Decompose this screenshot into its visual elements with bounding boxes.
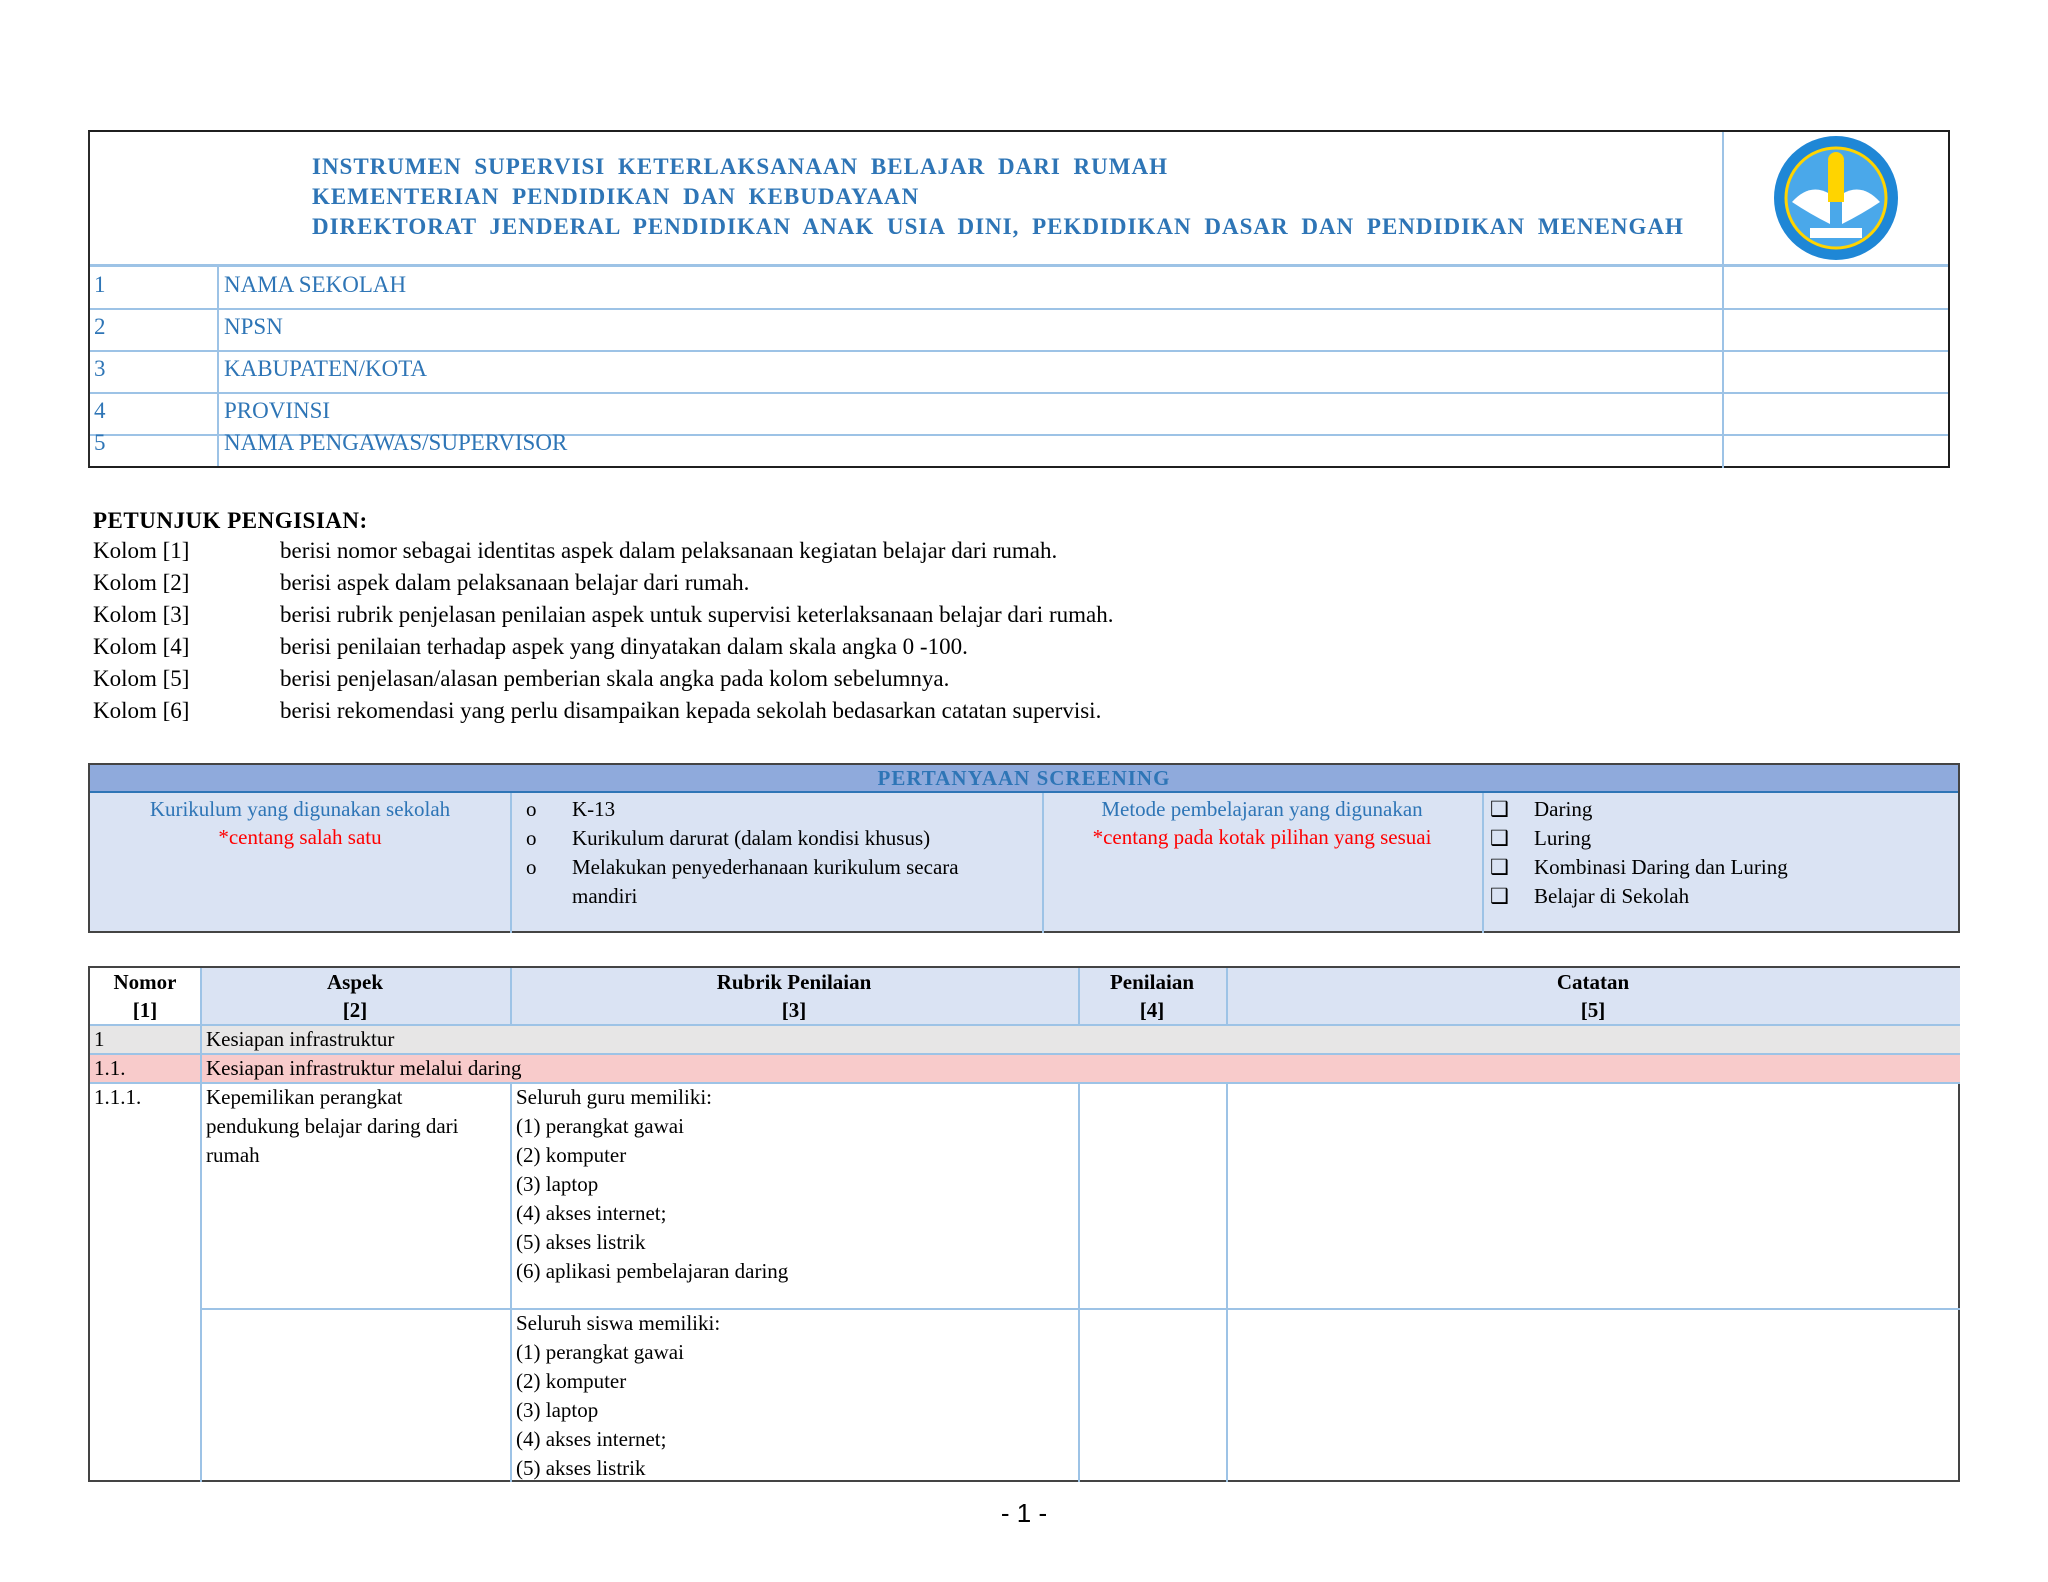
metode-option-daring: Daring (1534, 797, 1593, 821)
metode-option-sekolah: Belajar di Sekolah (1534, 884, 1690, 908)
checkbox-icon[interactable]: ❑ (1490, 826, 1509, 850)
kurikulum-option-k13: K-13 (572, 797, 616, 821)
item-number: 1.1.1. (94, 1085, 142, 1109)
metode-note: *centang pada kotak pilihan yang sesuai (1092, 825, 1432, 849)
item-aspek: Kepemilikan perangkat pendukung belajar daring dari rumah (206, 1085, 459, 1167)
kurikulum-option-darurat: Kurikulum darurat (dalam kondisi khusus) (572, 826, 931, 850)
identity-row-number: 4 (94, 398, 106, 423)
screening-table (88, 763, 1960, 933)
rubrik-guru: Seluruh guru memiliki: (1) perangkat gawai (2) komputer (3) laptop (4) akses internet; (5) akses listrik (6) aplikasi pembelajaran daring (516, 1085, 789, 1283)
instruction-text: berisi nomor sebagai identitas aspek dalam pelaksanaan kegiatan belajar dari rumah. (280, 538, 1058, 563)
instruction-text: berisi rubrik penjelasan penilaian aspek untuk supervisi keterlaksanaan belajar dari rumah. (280, 602, 1114, 627)
kurikulum-option-mandiri: Melakukan penyederhanaan kurikulum secara (572, 855, 959, 879)
identity-row (90, 308, 1948, 352)
col-header-catatan: Catatan [5] (1556, 970, 1630, 1022)
section-title: Kesiapan infrastruktur (206, 1027, 395, 1051)
metode-option-luring: Luring (1534, 826, 1592, 850)
radio-icon[interactable]: o (526, 826, 537, 850)
checkbox-icon[interactable]: ❑ (1490, 884, 1509, 908)
checkbox-icon[interactable]: ❑ (1490, 797, 1509, 821)
header-title-line-1: INSTRUMEN SUPERVISI KETERLAKSANAAN BELAJAR DARI RUMAH (312, 154, 1168, 179)
identity-row-label: NPSN (224, 314, 283, 339)
identity-row-number: 2 (94, 314, 106, 339)
instruction-text: berisi penilaian terhadap aspek yang dinyatakan dalam skala angka 0 -100. (280, 634, 968, 659)
identity-row-label: KABUPATEN/KOTA (224, 356, 428, 381)
radio-icon[interactable]: o (526, 855, 537, 879)
identity-row (90, 266, 1948, 310)
screening-title: PERTANYAAN SCREENING (90, 765, 1958, 793)
penilaian-input-guru[interactable] (1080, 1084, 1224, 1308)
identity-row (90, 424, 1948, 466)
rubrik-siswa: Seluruh siswa memiliki: (1) perangkat gawai (2) komputer (3) laptop (4) akses internet; (5) akses listrik (516, 1311, 721, 1480)
catatan-input-siswa[interactable] (1228, 1310, 1958, 1480)
instruction-key: Kolom [1] (93, 538, 190, 563)
assessment-table (88, 966, 1960, 1482)
section-number: 1 (94, 1027, 105, 1051)
col-header-nomor: Nomor [1] (113, 970, 177, 1022)
identity-row-label: NAMA SEKOLAH (224, 272, 407, 297)
header-title-line-3: DIREKTORAT JENDERAL PENDIDIKAN ANAK USIA DINI, PEKDIDIKAN DASAR DAN PENDIDIKAN MENENGAH (312, 214, 1684, 239)
subsection-title: Kesiapan infrastruktur melalui daring (206, 1056, 522, 1080)
instruction-key: Kolom [6] (93, 698, 190, 723)
col-header-penilaian: Penilaian [4] (1109, 970, 1194, 1022)
header-title-line-2: KEMENTERIAN PENDIDIKAN DAN KEBUDAYAAN (312, 184, 920, 209)
tut-wuri-handayani-logo (1770, 132, 1902, 269)
identity-row-number: 1 (94, 272, 106, 297)
instruction-key: Kolom [5] (93, 666, 190, 691)
header-title-row (90, 132, 1948, 267)
instruction-key: Kolom [4] (93, 634, 190, 659)
col-header-rubrik: Rubrik Penilaian [3] (716, 970, 872, 1022)
page-number: - 1 - (1000, 1498, 1048, 1528)
kurikulum-label: Kurikulum yang digunakan sekolah (149, 797, 451, 821)
kurikulum-option-mandiri-cont: mandiri (572, 884, 638, 908)
catatan-input-guru[interactable] (1228, 1084, 1958, 1308)
identity-row-number: 3 (94, 356, 106, 381)
header-block (88, 130, 1950, 468)
instruction-text: berisi rekomendasi yang perlu disampaikan kepada sekolah bedasarkan catatan supervisi. (280, 698, 1102, 723)
metode-option-kombinasi: Kombinasi Daring dan Luring (1534, 855, 1788, 879)
identity-row-number: 5 (94, 430, 106, 455)
penilaian-input-siswa[interactable] (1080, 1310, 1224, 1480)
checkbox-icon[interactable]: ❑ (1490, 855, 1509, 879)
instruction-text: berisi aspek dalam pelaksanaan belajar dari rumah. (280, 570, 750, 595)
metode-label: Metode pembelajaran yang digunakan (1101, 797, 1423, 821)
col-header-aspek: Aspek [2] (326, 970, 384, 1022)
identity-row (90, 350, 1948, 394)
kurikulum-note: *centang salah satu (218, 825, 382, 849)
identity-row-label: PROVINSI (224, 398, 331, 423)
instruction-key: Kolom [3] (93, 602, 190, 627)
radio-icon[interactable]: o (526, 797, 537, 821)
instruction-text: berisi penjelasan/alasan pemberian skala angka pada kolom sebelumnya. (280, 666, 950, 691)
instruction-key: Kolom [2] (93, 570, 190, 595)
identity-row-label: NAMA PENGAWAS/SUPERVISOR (224, 430, 568, 455)
instructions-title: PETUNJUK PENGISIAN: (93, 508, 368, 533)
subsection-number: 1.1. (94, 1056, 126, 1080)
